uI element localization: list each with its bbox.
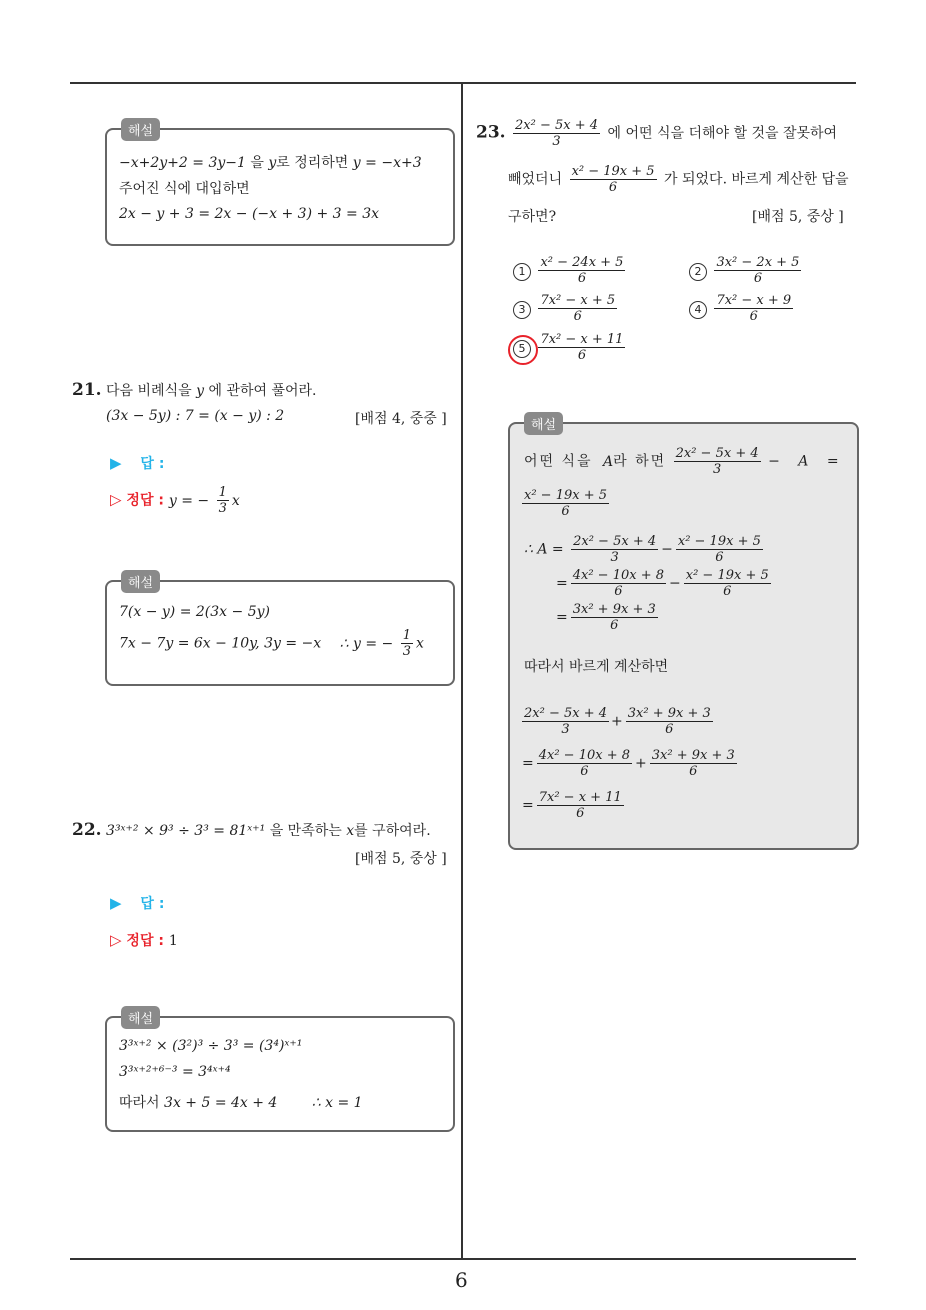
solution-line: 2x − y + 3 = 2x − (−x + 3) + 3 = 3x <box>119 206 380 222</box>
var: x <box>346 823 355 839</box>
numerator: 2x² − 5x + 4 <box>675 446 759 461</box>
numerator: 3x² + 9x + 3 <box>627 706 711 721</box>
numerator: 2x² − 5x + 4 <box>524 706 608 721</box>
solution-line <box>119 152 422 172</box>
question-text: 구하면? <box>508 209 557 225</box>
question-21 <box>72 380 317 400</box>
question-text: 를 구하여라. <box>354 823 431 839</box>
fraction <box>684 568 771 599</box>
expr: ∴ x = 1 <box>311 1095 363 1111</box>
expr: 3x + 5 = 4x + 4 <box>164 1095 278 1111</box>
denominator: 3 <box>402 644 411 659</box>
choice-mark: 2 <box>689 263 707 281</box>
score-label: [배점 4, 중중 ] <box>355 411 447 427</box>
denominator: 6 <box>576 806 585 821</box>
denominator: 6 <box>689 764 698 779</box>
fraction <box>674 446 761 477</box>
question-23 <box>476 118 837 149</box>
denominator: 3 <box>610 550 619 565</box>
numerator: x² − 19x + 5 <box>571 164 655 179</box>
numerator: 1 <box>218 485 227 500</box>
choice-mark: 1 <box>513 263 531 281</box>
solution-box-20 <box>105 124 455 246</box>
correct-answer <box>168 485 240 516</box>
numerator: 3x² − 2x + 5 <box>716 255 800 270</box>
denominator: 6 <box>577 271 587 286</box>
denominator: 3 <box>218 501 227 516</box>
solution-line: = $\frac{\text{3x² + 9x + 3}}{6}$ <box>556 602 656 633</box>
question-expression: (3x − 5y) : 7 = (x − y) : 2 <box>106 408 285 424</box>
var: y <box>268 155 277 171</box>
haeseol-tag: 해설 <box>524 412 563 435</box>
haeseol-tag: 해설 <box>121 118 160 141</box>
question-text: 빼었더니 <box>508 171 563 188</box>
question-text: 에 어떤 식을 더해야 할 것을 잘못하여 <box>607 125 838 142</box>
numerator: 3x² + 9x + 3 <box>651 748 735 763</box>
fraction <box>522 488 609 519</box>
text: 라 하면 <box>613 453 667 470</box>
solution-line <box>119 1092 363 1112</box>
eq-text: −x+2y+2 = 3y−1 <box>119 155 246 171</box>
solution-box-23 <box>508 418 859 850</box>
score-label: [배점 5, 중상 ] <box>355 851 447 867</box>
choice-1[interactable] <box>513 255 628 286</box>
denominator: 6 <box>749 309 758 324</box>
question-22 <box>72 820 431 840</box>
question-text: 에 관하여 풀어라. <box>208 383 317 399</box>
fraction <box>538 332 625 363</box>
choice-mark: 5 <box>513 340 531 358</box>
denominator: 6 <box>665 722 674 737</box>
choice-5[interactable] <box>513 332 628 363</box>
fraction <box>571 602 658 633</box>
fraction <box>676 534 763 565</box>
denominator: 6 <box>610 618 619 633</box>
haeseol-tag: 해설 <box>121 1006 160 1029</box>
fraction <box>626 706 713 737</box>
solution-line: = $\frac{\text{7x² − x + 11}}{6}$ <box>522 790 622 821</box>
question-text: 다음 비례식을 <box>106 383 192 399</box>
solution-line: 따라서 바르게 계산하면 <box>524 659 669 675</box>
answer-row <box>110 453 164 473</box>
page-number: 6 <box>455 1268 468 1292</box>
eq-text: y = −x+3 <box>352 155 422 171</box>
numerator: 2x² − 5x + 4 <box>515 118 599 133</box>
numerator: 7x² − x + 9 <box>716 293 792 308</box>
triangle-icon: ▶ <box>110 454 122 472</box>
choice-2[interactable] <box>689 255 804 286</box>
numerator: x² − 19x + 5 <box>677 534 761 549</box>
correct-row <box>110 930 178 950</box>
question-23-line2 <box>508 164 849 195</box>
answer-label: 답 : <box>140 456 165 472</box>
solution-box-21 <box>105 576 455 686</box>
numerator: 2x² − 5x + 4 <box>573 534 657 549</box>
denominator: 6 <box>723 584 732 599</box>
denominator: 3 <box>561 722 570 737</box>
fraction <box>571 534 658 565</box>
expr: x <box>415 635 424 652</box>
numerator: 1 <box>402 628 411 643</box>
question-number: 21. <box>72 380 102 400</box>
haeseol-tag: 해설 <box>121 570 160 593</box>
numerator: x² − 19x + 5 <box>685 568 769 583</box>
choice-mark: 3 <box>513 301 531 319</box>
expr: 7x − 7y = 6x − 10y, 3y = −x <box>119 635 322 652</box>
red-circle-icon <box>508 335 538 365</box>
question-text: 을 만족하는 <box>269 823 342 839</box>
question-number: 22. <box>72 820 102 840</box>
numerator: x² − 19x + 5 <box>524 488 608 503</box>
text: 어떤 식을 <box>524 453 593 470</box>
fraction <box>570 164 657 195</box>
numerator: 7x² − x + 11 <box>540 332 624 347</box>
answer-label: 답 : <box>140 896 165 912</box>
fraction <box>538 255 625 286</box>
fraction <box>650 748 737 779</box>
fraction <box>522 706 609 737</box>
numerator: 3x² + 9x + 3 <box>572 602 656 617</box>
solution-line: 주어진 식에 대입하면 <box>119 181 250 197</box>
fraction <box>513 118 600 149</box>
fraction <box>537 790 624 821</box>
denominator: 6 <box>715 550 724 565</box>
var: y <box>196 383 205 399</box>
text: 을 <box>250 155 264 171</box>
fraction <box>714 293 793 324</box>
solution-line <box>119 628 424 659</box>
question-number: 23. <box>476 122 506 143</box>
var: A <box>603 453 614 470</box>
choice-mark: 4 <box>689 301 707 319</box>
text: 따라서 <box>119 1095 160 1111</box>
solution-line <box>524 446 839 477</box>
numerator: x² − 24x + 5 <box>540 255 624 270</box>
numerator: 7x² − x + 11 <box>538 790 622 805</box>
numerator: 7x² − x + 5 <box>540 293 616 308</box>
denominator: 6 <box>614 584 623 599</box>
correct-answer: 1 <box>168 933 178 949</box>
denominator: 6 <box>753 271 763 286</box>
solution-line: $\frac{\text{2x² − 5x + 4}}{3}$ + $\frac{\text{3x² + 9x + 3}}{6}$ <box>524 706 711 737</box>
triangle-outline-icon: ▷ <box>110 931 122 949</box>
solution-line: = $\frac{\text{4x² − 10x + 8}}{6}$ − $\frac{\text{x² − 19x + 5}}{6}$ <box>556 568 769 599</box>
correct-row <box>110 485 240 516</box>
top-rule <box>70 82 856 84</box>
denominator: 6 <box>573 309 582 324</box>
expr: − A = <box>768 453 839 470</box>
text: 로 정리하면 <box>276 155 349 171</box>
selected-mark <box>513 340 531 358</box>
denominator: 6 <box>561 504 570 519</box>
expr: ∴ y = − <box>339 635 394 652</box>
solution-line: = $\frac{\text{4x² − 10x + 8}}{6}$ + $\frac{\text{3x² + 9x + 3}}{6}$ <box>522 748 735 779</box>
denominator: 6 <box>608 180 618 195</box>
expr: y = − <box>168 492 210 509</box>
choice-4[interactable] <box>689 293 796 324</box>
expr: x <box>231 492 240 509</box>
fraction <box>538 293 617 324</box>
fraction <box>217 485 229 516</box>
solution-line: 7(x − y) = 2(3x − 5y) <box>119 604 270 620</box>
correct-label: 정답 : <box>126 492 164 509</box>
numerator: 4x² − 10x + 8 <box>538 748 631 763</box>
question-expression: 3³ˣ⁺² × 9³ ÷ 3³ = 81ˣ⁺¹ <box>106 823 266 839</box>
score-label: [배점 5, 중상 ] <box>752 209 844 225</box>
bottom-rule <box>70 1258 856 1260</box>
fraction <box>401 628 413 659</box>
solution-line <box>522 488 609 519</box>
expr: ∴ A = <box>524 541 564 558</box>
solution-line: 3³ˣ⁺²⁺⁶⁻³ = 3⁴ˣ⁺⁴ <box>119 1064 231 1080</box>
solution-line: ∴ A = $\frac{\text{2x² − 5x + 4}}{3}$ − $\frac{\text{x² − 19x + 5}}{6}$ <box>524 534 761 565</box>
triangle-outline-icon: ▷ <box>110 490 122 509</box>
denominator: 6 <box>577 348 587 363</box>
solution-line: 3³ˣ⁺² × (3²)³ ÷ 3³ = (3⁴)ˣ⁺¹ <box>119 1038 303 1054</box>
fraction <box>537 748 632 779</box>
choice-3[interactable] <box>513 293 620 324</box>
answer-row <box>110 893 164 913</box>
fraction <box>714 255 801 286</box>
fraction <box>571 568 666 599</box>
question-text: 가 되었다. 바르게 계산한 답을 <box>664 171 849 188</box>
numerator: 4x² − 10x + 8 <box>572 568 665 583</box>
solution-box-22 <box>105 1012 455 1132</box>
correct-label: 정답 : <box>126 933 164 949</box>
triangle-icon: ▶ <box>110 894 122 912</box>
denominator: 3 <box>552 134 561 149</box>
denominator: 3 <box>712 462 722 477</box>
denominator: 6 <box>580 764 589 779</box>
column-divider <box>461 82 463 1258</box>
